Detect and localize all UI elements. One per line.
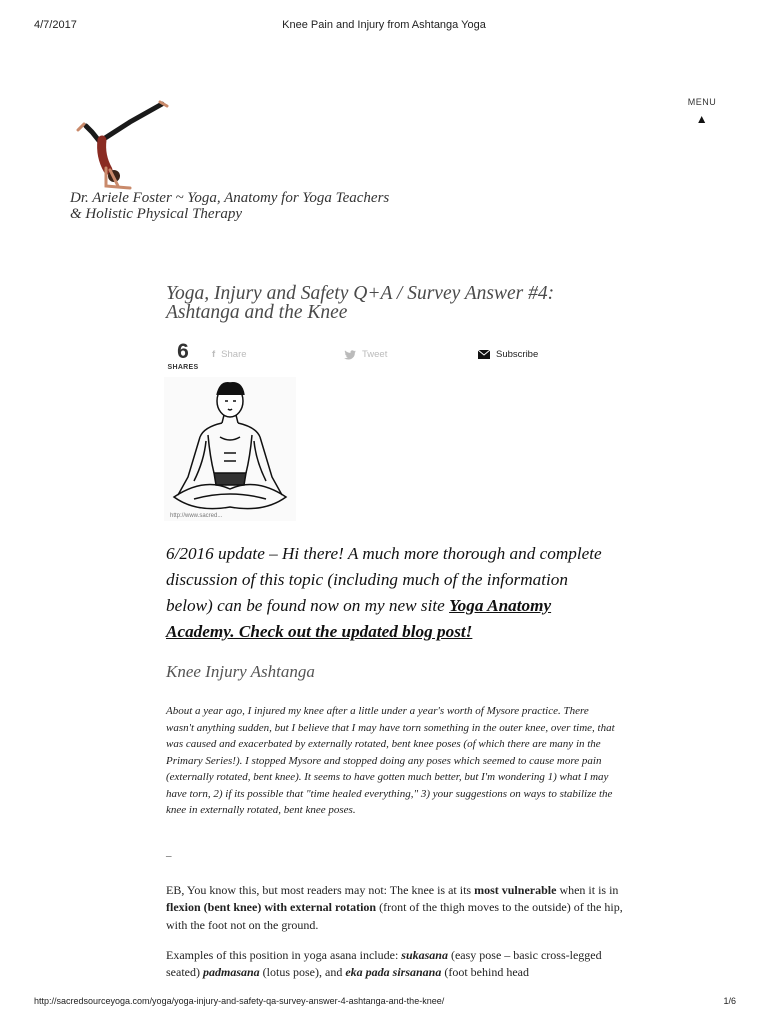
- illustration-caption: http://www.sacred...: [170, 513, 223, 519]
- answer2-text-4: (foot behind head: [441, 965, 529, 980]
- twitter-icon: [344, 350, 356, 360]
- tweet-label: Tweet: [362, 349, 388, 360]
- print-page-number: 1/6: [723, 996, 736, 1006]
- separator: –: [166, 850, 172, 862]
- answer2-bold-2: padmasana: [202, 965, 260, 980]
- print-page-title: Knee Pain and Injury from Ashtanga Yoga: [282, 19, 486, 31]
- section-heading: Knee Injury Ashtanga: [166, 662, 315, 681]
- lotus-pose-illustration: [164, 377, 296, 521]
- tweet-button[interactable]: [344, 349, 387, 360]
- reader-question: About a year ago, I injured my knee after a little under a year's worth of Mysore practice. There wasn't anything sudden, but I believe that I may have torn something in the outer knee, over time, that was caused and exacerbated by externally rotated, bent knee poses (of which there are many in the Primary Series!). I stopped Mysore and stopped doing any poses which seemed to cause more pain (externally rotated, bent knee). It seems to have gotten much better, but I'm wondering 1) what I may have torn, 2) if its possible that "time healed everything," 3) your suggestions on ways to stabilize the knee in externally rotated, bent knee poses.: [166, 705, 615, 816]
- update-notice: [166, 541, 606, 645]
- answer-paragraph-2: [166, 947, 626, 982]
- menu-button[interactable]: [681, 97, 723, 126]
- yoga-anatomy-academy-link[interactable]: Yoga Anatomy Academy. Check out the updated blog post!: [166, 596, 552, 641]
- answer2-text-3: (lotus pose), and: [259, 965, 346, 980]
- share-count: 6: [177, 340, 189, 363]
- share-counter: [166, 340, 200, 371]
- subscribe-label: Subscribe: [496, 349, 539, 360]
- site-logo[interactable]: [70, 100, 170, 192]
- answer1-text-1: EB, You know this, but most readers may not: The knee is at its: [166, 883, 475, 897]
- site-title[interactable]: Dr. Ariele Foster ~ Yoga, Anatomy for Yoga Teachers & Holistic Physical Therapy: [70, 190, 390, 222]
- post-title: Yoga, Injury and Safety Q+A / Survey Answer #4: Ashtanga and the Knee: [166, 283, 555, 323]
- answer2-text-1: Examples of this position in yoga asana include:: [166, 948, 402, 962]
- facebook-icon: f: [212, 349, 216, 360]
- answer2-bold-1: sukasana: [401, 948, 448, 962]
- answer1-text-2: when it is in: [556, 883, 619, 897]
- answer1-bold-2: flexion (bent knee) with external rotation: [166, 900, 377, 915]
- answer2-text-2: (easy pose – basic cross-legged seated): [166, 948, 602, 980]
- answer2-bold-3: eka pada sirsanana: [345, 965, 442, 980]
- triangle-up-icon: ▲: [695, 112, 709, 126]
- answer1-bold-1: most vulnerable: [474, 883, 557, 897]
- facebook-share-button[interactable]: [212, 349, 247, 360]
- answer1-text-3: (front of the thigh moves to the outside) of the hip, with the foot not on the ground.: [166, 900, 623, 932]
- menu-label: MENU: [687, 97, 717, 107]
- update-text: 6/2016 update – Hi there! A much more thorough and complete discussion of this topic (including much of the information below) can be found now on my new site: [166, 544, 602, 615]
- shares-label: SHARES: [167, 364, 199, 371]
- yoga-pose-logo-icon: [70, 100, 170, 192]
- print-date: 4/7/2017: [34, 19, 77, 31]
- print-footer-url: http://sacredsourceyoga.com/yoga/yoga-injury-and-safety-qa-survey-answer-4-ashtanga-and-the-knee/: [34, 996, 445, 1006]
- share-label: Share: [221, 349, 247, 360]
- answer-paragraph-1: [166, 882, 626, 934]
- subscribe-button[interactable]: [478, 349, 538, 360]
- envelope-icon: [478, 350, 490, 359]
